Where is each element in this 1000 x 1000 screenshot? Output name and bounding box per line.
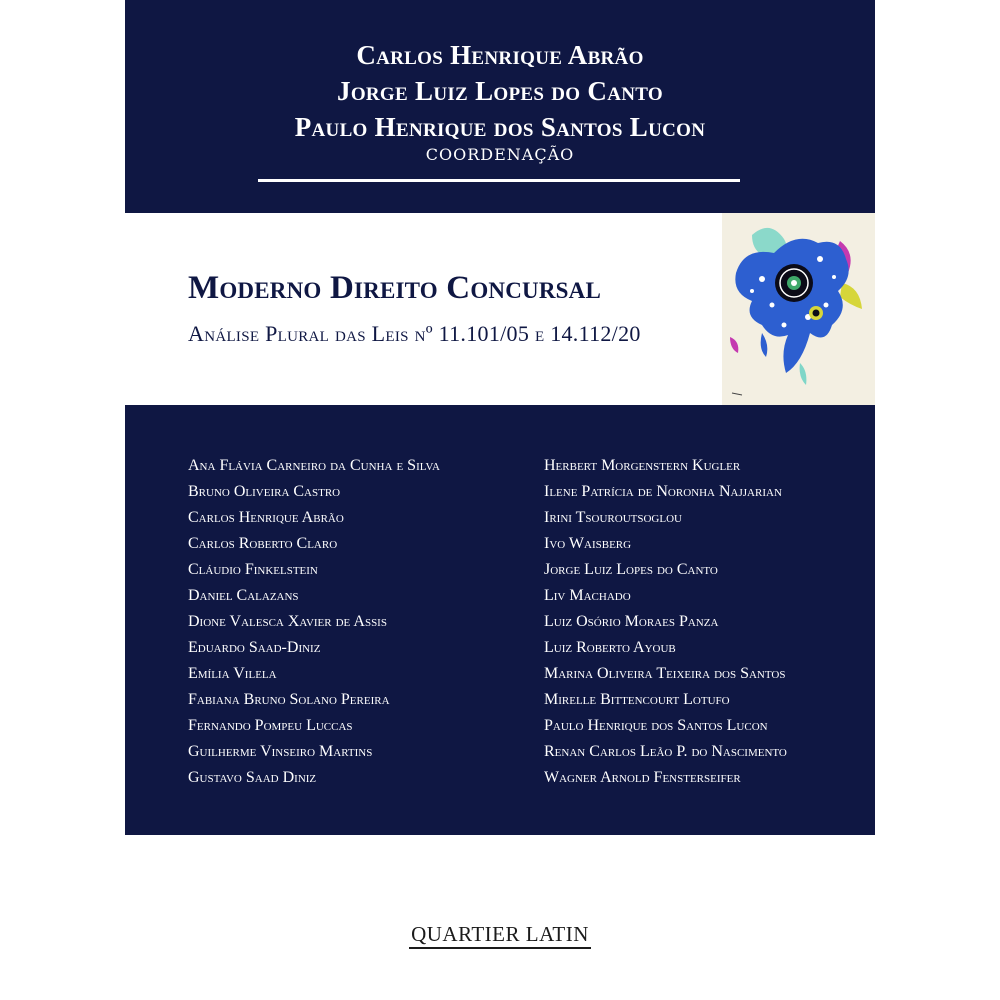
authors-column-left [188,453,440,791]
author-name: Renan Carlos Leão P. do Nascimento [544,743,787,760]
author-name: Fernando Pompeu Luccas [188,717,353,734]
author-name: Carlos Henrique Abrão [188,509,344,526]
publisher-logo [0,922,1000,949]
author-name: Ivo Waisberg [544,535,632,552]
title-band [125,213,875,405]
authors-panel [125,405,875,835]
author-name: Daniel Calazans [188,587,299,604]
author-name: Herbert Morgenstern Kugler [544,457,741,474]
coordination-label: COORDENAÇÃO [425,145,575,164]
author-name: Mirelle Bittencourt Lotufo [544,691,730,708]
author-name: Marina Oliveira Teixeira dos Santos [544,665,786,682]
divider-line [258,179,740,182]
author-name: Emília Vilela [188,665,277,682]
author-name: Gustavo Saad Diniz [188,769,317,786]
coordinator-name: Jorge Luiz Lopes do Canto [337,76,663,106]
author-name: Jorge Luiz Lopes do Canto [544,561,718,578]
author-name: Liv Machado [544,587,631,604]
author-name: Luiz Roberto Ayoub [544,639,676,656]
author-name: Dione Valesca Xavier de Assis [188,613,387,630]
cover-artwork [722,213,875,405]
author-name: Wagner Arnold Fensterseifer [544,769,741,786]
author-name: Cláudio Finkelstein [188,561,318,578]
author-name: Bruno Oliveira Castro [188,483,341,500]
coordinators-list [125,37,875,145]
coordinator-name: Carlos Henrique Abrão [356,40,644,70]
author-name: Paulo Henrique dos Santos Lucon [544,717,768,734]
author-name: Luiz Osório Moraes Panza [544,613,719,630]
authors-column-right [544,453,787,791]
abstract-painting-image [722,213,875,405]
author-name: Fabiana Bruno Solano Pereira [188,691,390,708]
author-name: Ana Flávia Carneiro da Cunha e Silva [188,457,440,474]
author-name: Guilherme Vinseiro Martins [188,743,373,760]
publisher-name: QUARTIER LATIN [409,922,591,949]
author-name: Carlos Roberto Claro [188,535,338,552]
coordinator-name: Paulo Henrique dos Santos Lucon [294,112,706,142]
book-subtitle: Análise Plural das Leis nº 11.101/05 e 14.112/20 [188,321,641,346]
book-title: Moderno Direito Concursal [188,270,601,306]
author-name: Ilene Patrícia de Noronha Najjarian [544,483,782,500]
cover-top-panel [125,0,875,213]
author-name: Irini Tsouroutsoglou [544,509,682,526]
author-name: Eduardo Saad-Diniz [188,639,321,656]
